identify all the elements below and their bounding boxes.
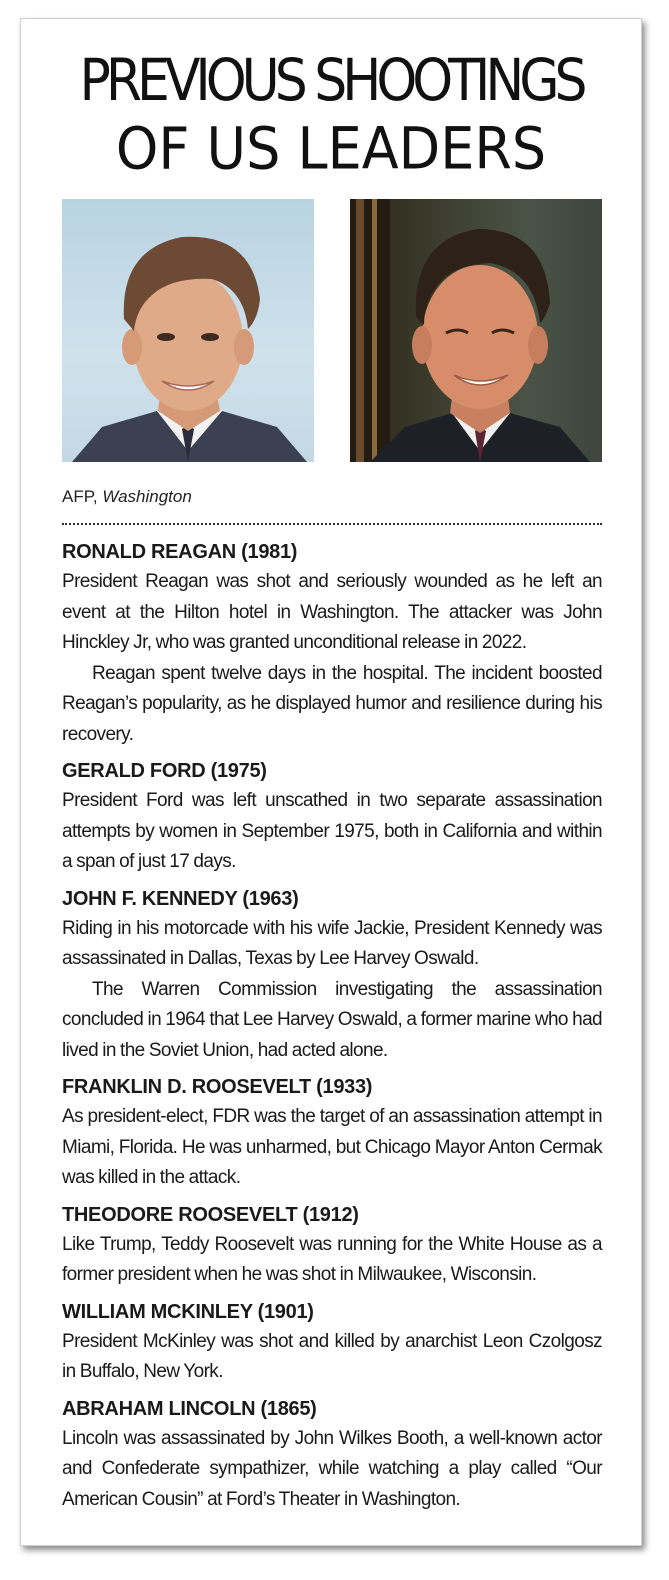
credit-location: Washington	[102, 487, 192, 506]
entry-title-fdr: FRANKLIN D. ROOSEVELT (1933)	[62, 1076, 373, 1098]
entry-title-kennedy: JOHN F. KENNEDY (1963)	[62, 887, 299, 910]
entry-paragraph: Reagan spent twelve days in the hospital. The incident boosted Reagan’s popularity, as he displayed humor and resilience during his recovery.	[62, 662, 602, 745]
entry-title-lincoln: ABRAHAM LINCOLN (1865)	[62, 1397, 317, 1420]
entry-paragraph: The Warren Commission investigating the assassination concluded in 1964 that Lee Harvey Oswald, a former marine who had lived in the Soviet Union, had acted alone.	[62, 978, 602, 1061]
entry-paragraph: Like Trump, Teddy Roosevelt was running for the White House as a former president when he was shot in Milwaukee, Wisconsin.	[62, 1233, 602, 1285]
entry-title-ford: GERALD FORD (1975)	[62, 760, 267, 782]
article-card	[20, 18, 642, 1546]
entry-paragraph: As president-elect, FDR was the target of an assassination attempt in Miami, Florida. He was unharmed, but Chicago Mayor Anton Cermak was killed in the attack.	[62, 1106, 602, 1188]
entry-title-reagan: RONALD REAGAN (1981)	[62, 541, 298, 563]
entry-title-mckinley: WILLIAM MCKINLEY (1901)	[62, 1300, 314, 1323]
entry-paragraph: Riding in his motorcade with his wife Jackie, President Kennedy was assassinated in Dallas, Texas by Lee Harvey Oswald.	[62, 917, 602, 969]
article-body	[62, 537, 602, 1515]
kennedy-photo	[62, 199, 314, 462]
headline-line-1: PREVIOUS SHOOTINGS	[79, 47, 583, 115]
entry-title-theodore-roosevelt: THEODORE ROOSEVELT (1912)	[62, 1203, 359, 1226]
entry-paragraph: President McKinley was shot and killed by anarchist Leon Czolgosz in Buffalo, New York.	[62, 1330, 602, 1382]
credit-agency: AFP,	[62, 487, 103, 506]
entry-paragraph: President Ford was left unscathed in two separate assassination attempts by women in September 1975, both in California and within a span of just 17 days.	[62, 790, 602, 872]
dotted-divider	[62, 523, 602, 525]
entry-paragraph: Lincoln was assassinated by John Wilkes Booth, a well-known actor and Confederate sympathizer, while watching a play called “Our American Cousin” at Ford’s Theater in Washington.	[62, 1427, 602, 1510]
reagan-photo	[350, 199, 602, 462]
entry-paragraph: President Reagan was shot and seriously wounded as he left an event at the Hilton hotel in Washington. The attacker was John Hinckley Jr, who was granted unconditional release in 2022.	[62, 571, 602, 653]
photo-credit	[62, 487, 192, 507]
headline-line-2: OF US LEADERS	[115, 114, 547, 183]
